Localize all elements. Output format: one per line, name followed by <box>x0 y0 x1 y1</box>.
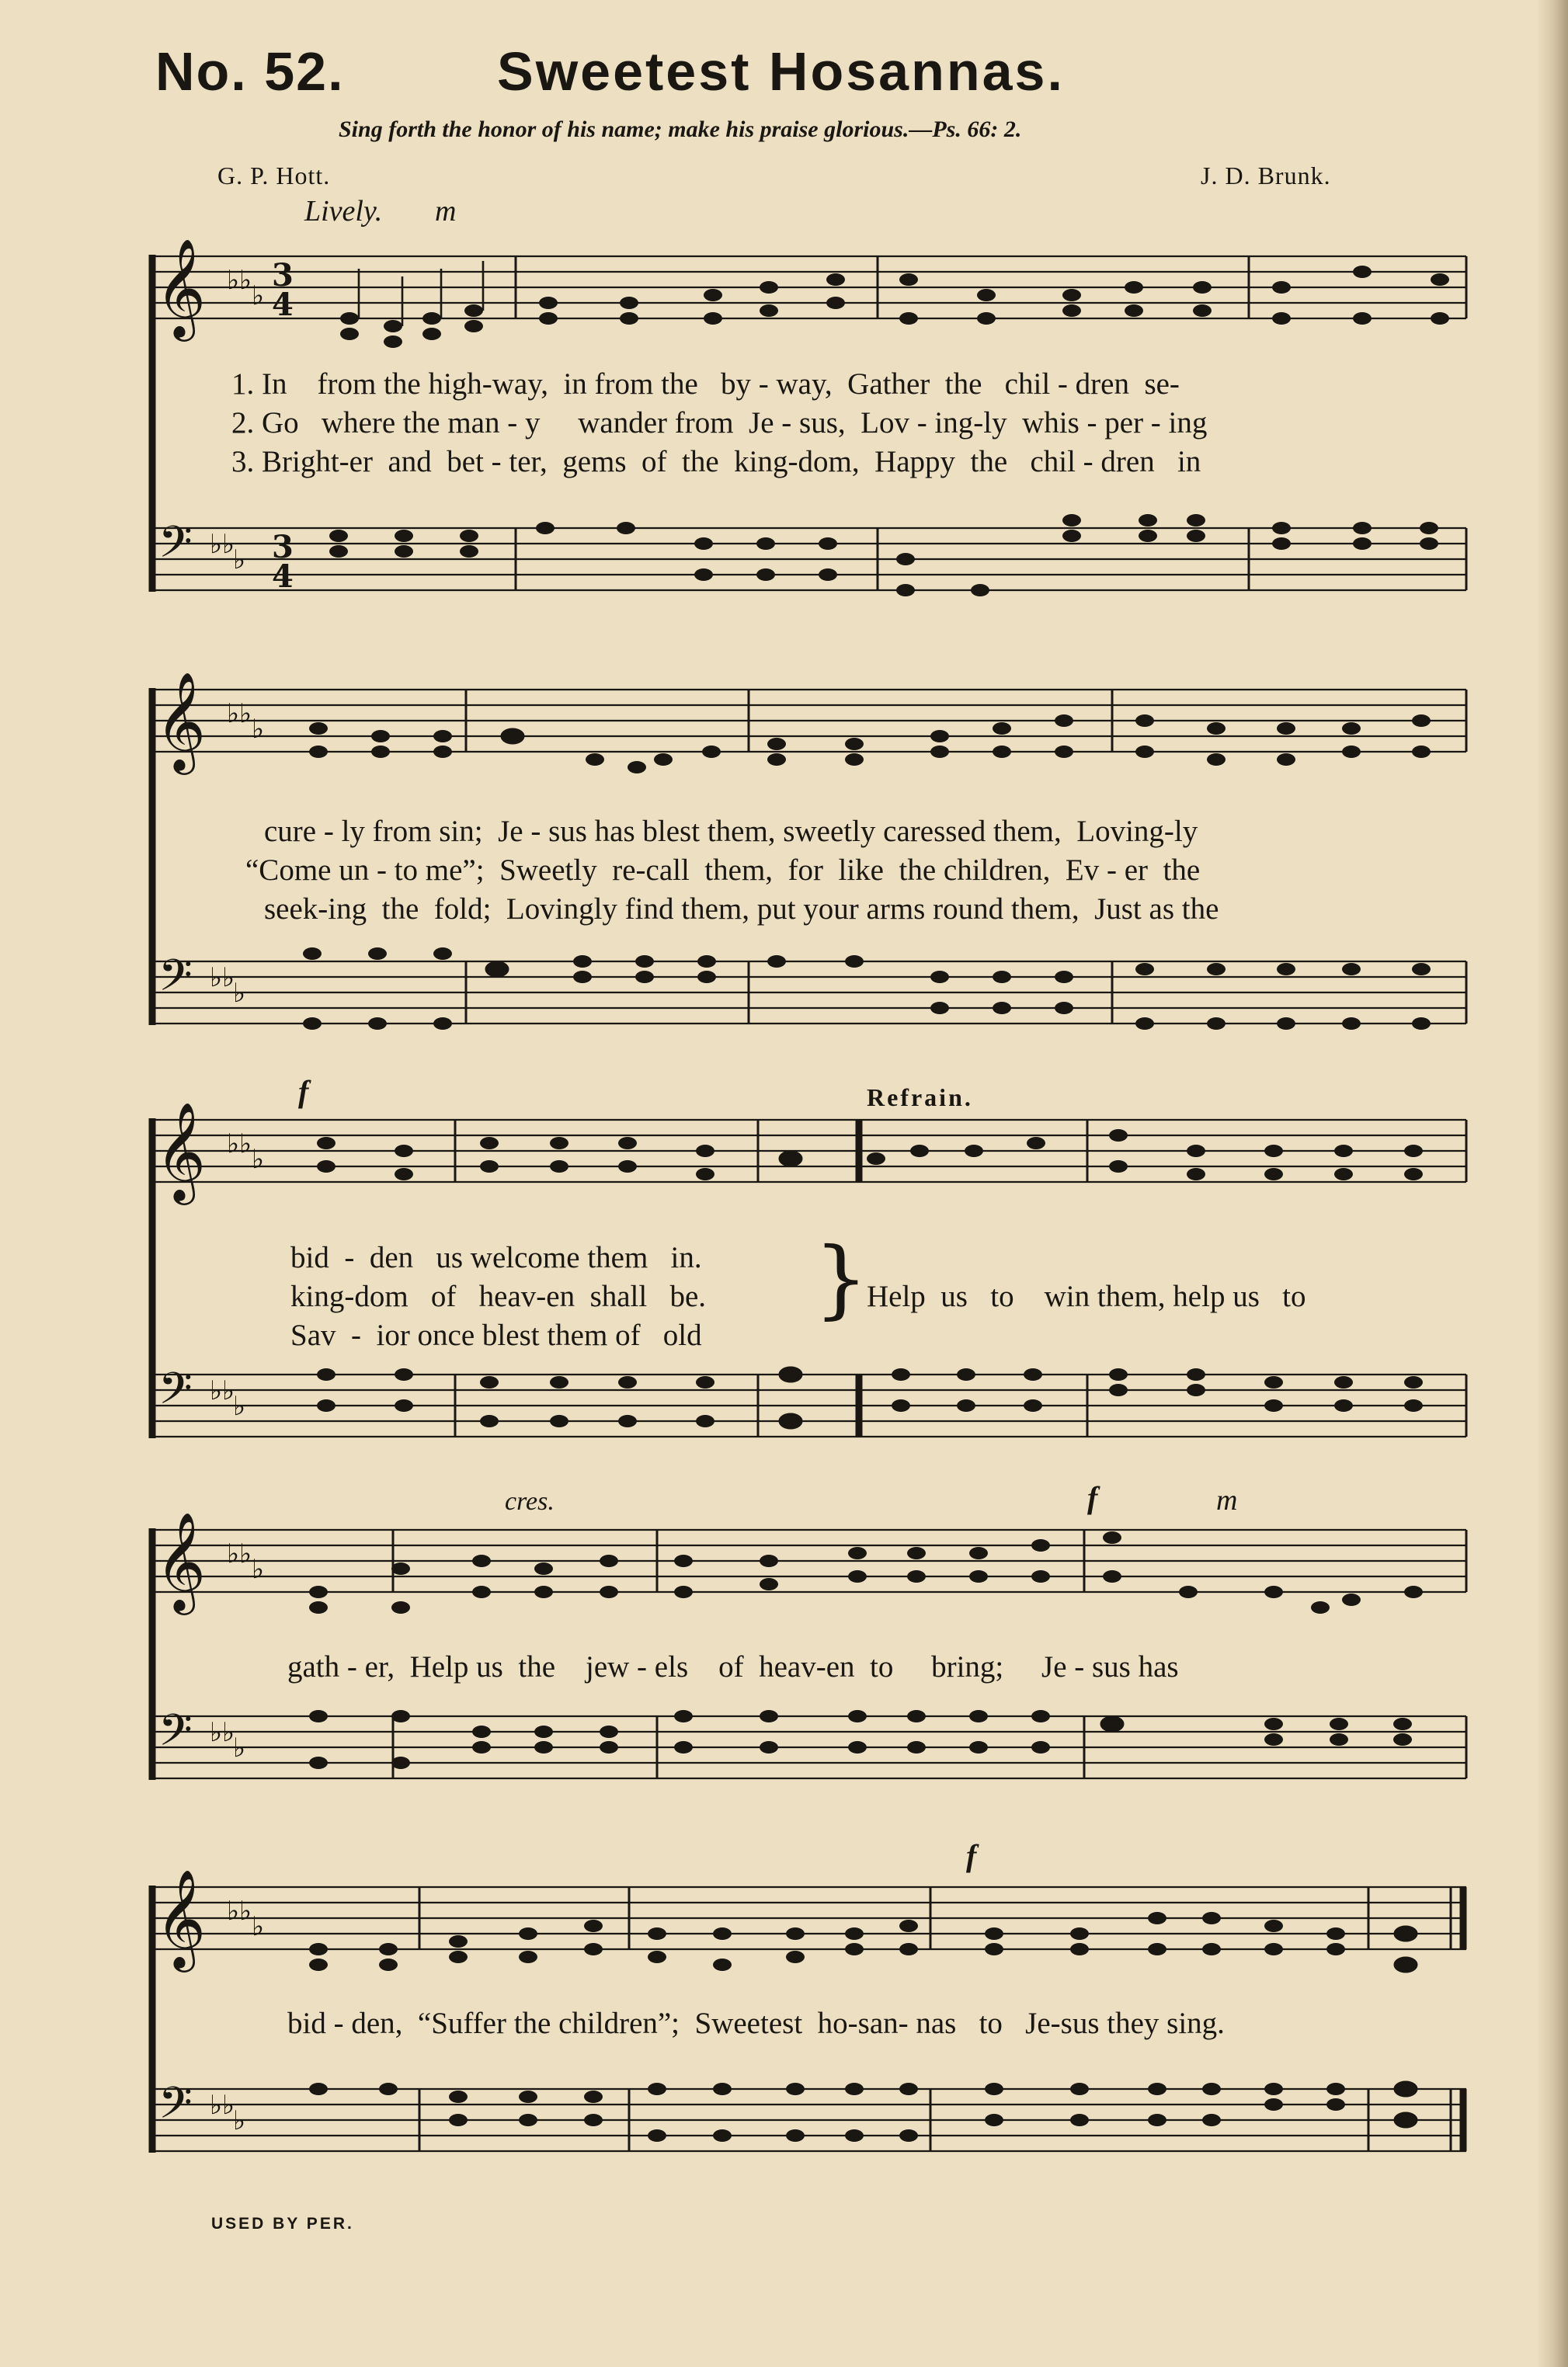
svg-text:♭: ♭ <box>233 544 246 575</box>
svg-text:4: 4 <box>272 558 294 595</box>
lyric-line: 2. Go where the man - y wander from Je - sus, Lov - ing-ly whis - per - ing <box>231 406 1208 440</box>
bass-notes <box>309 2082 1417 2142</box>
refrain-lyric-line: Help us to win them, help us to <box>867 1280 1306 1313</box>
svg-text:𝄞: 𝄞 <box>155 1101 207 1201</box>
svg-text:3: 3 <box>272 257 294 294</box>
svg-text:𝄢: 𝄢 <box>158 1364 193 1425</box>
treble-notes <box>309 1912 1417 1972</box>
lyric-line: bid - den, “Suffer the children”; Sweetest ho-san- nas to Je-sus they sing. <box>287 2007 1225 2040</box>
svg-text:𝄞: 𝄞 <box>155 1511 207 1611</box>
dynamic-cres: cres. <box>505 1487 555 1516</box>
dynamic-forte-3: f <box>966 1838 977 1873</box>
hymn-number: No. 52. <box>155 41 345 102</box>
verse-bracket: } <box>814 1229 868 1328</box>
svg-text:♭: ♭ <box>252 1144 265 1175</box>
svg-text:♭♭: ♭♭ <box>210 962 235 993</box>
svg-text:♭♭: ♭♭ <box>210 529 235 560</box>
svg-text:♭: ♭ <box>233 1391 246 1422</box>
svg-text:♭♭: ♭♭ <box>227 265 252 296</box>
epigraph: Sing forth the honor of his name; make his praise glorious.—Ps. 66: 2. <box>339 116 1022 142</box>
dynamic-forte: f <box>298 1074 309 1109</box>
svg-text:♭: ♭ <box>252 1911 265 1942</box>
dynamic-forte-2: f <box>1087 1480 1098 1515</box>
dynamic-m: m <box>435 195 457 228</box>
svg-text:♭: ♭ <box>252 280 265 311</box>
svg-text:♭♭: ♭♭ <box>227 1128 252 1159</box>
dynamic-m-2: m <box>1216 1484 1238 1517</box>
lyricist: G. P. Hott. <box>217 162 331 189</box>
svg-text:♭: ♭ <box>233 1733 246 1764</box>
hymn-title: Sweetest Hosannas. <box>497 41 1065 102</box>
lyric-line: “Come un - to me”; Sweetly re-call them, for like the children, Ev - er the <box>245 853 1201 887</box>
svg-text:♭♭: ♭♭ <box>210 1717 235 1748</box>
svg-text:𝄞: 𝄞 <box>155 1868 207 1968</box>
svg-text:4: 4 <box>272 287 294 323</box>
svg-text:♭♭: ♭♭ <box>210 1375 235 1406</box>
lyric-line: gath - er, Help us the jew - els of heav-en to bring; Je - sus has <box>287 1650 1179 1684</box>
svg-text:3: 3 <box>272 529 294 565</box>
tempo-marking: Lively. <box>304 195 383 228</box>
bass-notes <box>317 1368 1423 1428</box>
svg-text:♭: ♭ <box>252 1554 265 1585</box>
svg-text:♭♭: ♭♭ <box>210 2090 235 2121</box>
treble-notes <box>317 1129 1423 1180</box>
svg-text:♭♭: ♭♭ <box>227 1896 252 1927</box>
treble-notes <box>309 1531 1423 1614</box>
music-system-3 <box>0 1081 1568 1485</box>
lyric-line: bid - den us welcome them in. <box>290 1241 702 1274</box>
lyric-line: 1. In from the high-way, in from the by - way, Gather the chil - dren se- <box>231 367 1180 401</box>
lyric-line: Sav - ior once blest them of old <box>290 1319 702 1352</box>
bass-notes <box>329 514 1438 596</box>
lyric-line: seek-ing the fold; Lovingly find them, put your arms round them, Just as the <box>264 892 1219 926</box>
svg-text:𝄢: 𝄢 <box>158 1705 193 1767</box>
treble-notes <box>309 714 1431 773</box>
bass-clef-icon: 𝄢 <box>158 517 193 579</box>
svg-text:𝄢: 𝄢 <box>158 951 193 1012</box>
bass-staff <box>152 528 1466 590</box>
refrain-label: Refrain. <box>867 1083 973 1111</box>
usage-footnote: USED BY PER. <box>211 2215 354 2233</box>
treble-notes <box>340 261 1449 348</box>
svg-text:♭: ♭ <box>233 2105 246 2136</box>
svg-text:𝄞: 𝄞 <box>155 671 207 770</box>
lyric-line: 3. Bright-er and bet - ter, gems of the king-dom, Happy the chil - dren in <box>231 445 1201 478</box>
svg-text:♭♭: ♭♭ <box>227 698 252 729</box>
svg-text:𝄢: 𝄢 <box>158 2078 193 2139</box>
bass-notes <box>309 1710 1412 1769</box>
svg-text:♭♭: ♭♭ <box>227 1538 252 1569</box>
svg-text:♭: ♭ <box>252 714 265 745</box>
lyric-line: cure - ly from sin; Je - sus has blest them, sweetly caressed them, Loving-ly <box>264 815 1198 848</box>
bass-notes <box>303 947 1431 1030</box>
lyric-line: king-dom of heav-en shall be. <box>290 1280 707 1313</box>
composer: J. D. Brunk. <box>1201 162 1331 189</box>
treble-staff <box>152 256 1466 318</box>
treble-clef-icon: 𝄞 <box>155 238 207 337</box>
svg-text:♭: ♭ <box>233 978 246 1009</box>
